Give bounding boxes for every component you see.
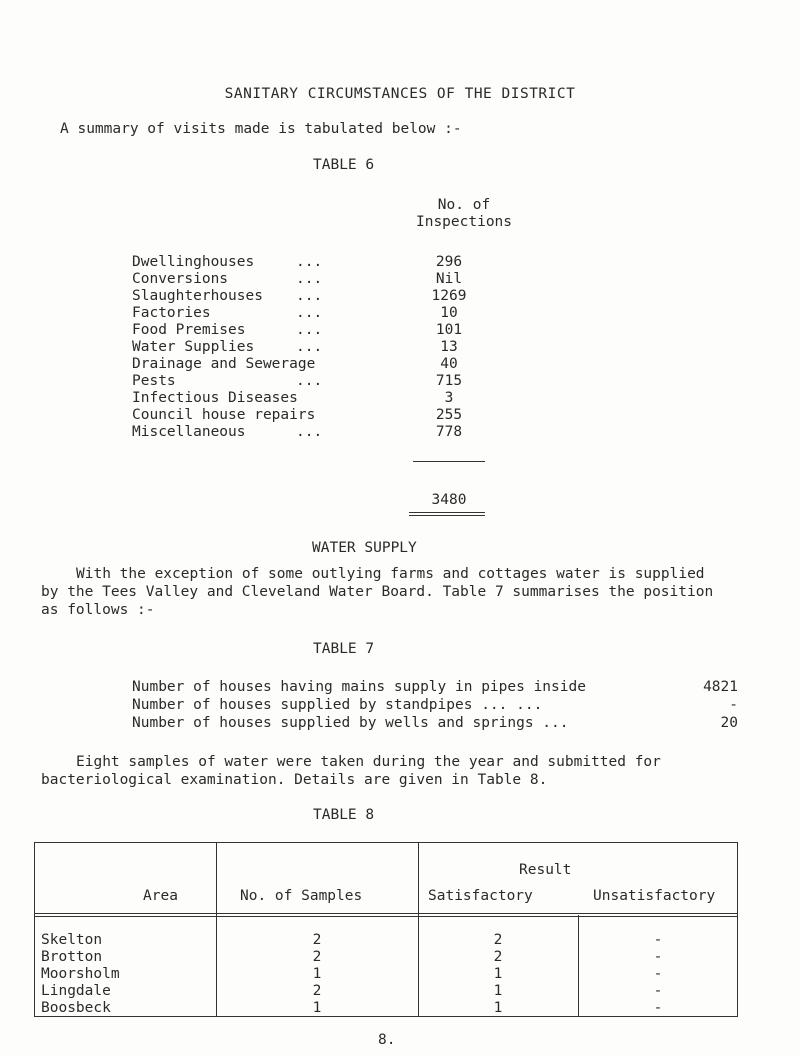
water-para-line-3: as follows :- — [41, 602, 155, 618]
table7-row-value: 4821 — [703, 679, 738, 695]
table6-row — [0, 271, 800, 288]
table6-total-rule-1 — [409, 512, 485, 513]
table8-row — [0, 983, 800, 1000]
table6-title: TABLE 6 — [313, 157, 375, 173]
table6-row-dots: ... — [296, 254, 323, 270]
table7-row-value: - — [729, 697, 738, 713]
table6-col-header-2: Inspections — [415, 214, 513, 230]
table6-total: 3480 — [431, 492, 467, 508]
page-number: 8. — [378, 1032, 396, 1048]
table8-row — [0, 932, 800, 949]
table8-cell-satisfactory: 1 — [493, 1000, 503, 1016]
table6-row-value: 1269 — [431, 288, 467, 304]
table8-row — [0, 966, 800, 983]
water-para-line-2: by the Tees Valley and Cleveland Water Board. Table 7 summarises the position — [41, 584, 714, 600]
table8-cell-area: Boosbeck — [41, 1000, 111, 1016]
table6-row-label: Conversions — [132, 271, 229, 287]
table8-cell-unsatisfactory: - — [653, 966, 663, 982]
table6-row-value: 715 — [435, 373, 463, 389]
table6-row — [0, 288, 800, 305]
table8-cell-unsatisfactory: - — [653, 983, 663, 999]
table6-row-value: Nil — [435, 271, 463, 287]
table6-col-header-1: No. of — [437, 197, 491, 213]
table6-row — [0, 390, 800, 407]
table6-row-dots: ... — [296, 271, 323, 287]
table6-row — [0, 254, 800, 271]
table8-title: TABLE 8 — [313, 807, 375, 823]
water-heading: WATER SUPPLY — [312, 540, 417, 556]
table7-row — [0, 679, 800, 696]
table6-row — [0, 407, 800, 424]
table6-row-value: 778 — [435, 424, 463, 440]
table8-header-satisfactory: Satisfactory — [428, 888, 533, 904]
table8-top-border — [34, 842, 738, 843]
table6-row-value: 13 — [440, 339, 458, 355]
table6-row-dots: ... — [296, 424, 323, 440]
table8-cell-unsatisfactory: - — [653, 1000, 663, 1016]
samples-para-line-2: bacteriological examination. Details are given in Table 8. — [41, 772, 548, 788]
table7-row-label: Number of houses having mains supply in pipes inside — [132, 679, 586, 695]
table8-header-area: Area — [143, 888, 178, 904]
table8-cell-area: Lingdale — [41, 983, 111, 999]
table8-cell-samples: 1 — [312, 966, 322, 982]
table6-row — [0, 322, 800, 339]
table6-total-rule-2 — [409, 515, 485, 516]
table6-row — [0, 424, 800, 441]
table8-header-rule-2 — [34, 916, 738, 917]
table8-cell-samples: 1 — [312, 1000, 322, 1016]
page-heading: SANITARY CIRCUMSTANCES OF THE DISTRICT — [224, 86, 576, 102]
table8-header-samples: No. of Samples — [240, 888, 363, 904]
table8-cell-unsatisfactory: - — [653, 949, 663, 965]
samples-para-line-1: Eight samples of water were taken during the year and submitted for — [76, 754, 661, 770]
table8-cell-satisfactory: 2 — [493, 932, 503, 948]
table8-cell-satisfactory: 1 — [493, 966, 503, 982]
table6-row-label: Dwellinghouses — [132, 254, 255, 270]
table8-cell-unsatisfactory: - — [653, 932, 663, 948]
table6-row-value: 40 — [440, 356, 458, 372]
table8-header-rule-1 — [34, 913, 738, 914]
table8-cell-samples: 2 — [312, 983, 322, 999]
table6-row-label: Infectious Diseases — [132, 390, 298, 406]
table6-row — [0, 305, 800, 322]
table6-row-label: Slaughterhouses — [132, 288, 263, 304]
table6-row-value: 255 — [435, 407, 463, 423]
table8-cell-satisfactory: 2 — [493, 949, 503, 965]
table7-row — [0, 697, 800, 714]
table8-cell-area: Moorsholm — [41, 966, 120, 982]
table6-subtotal-rule — [413, 461, 485, 462]
table8-cell-samples: 2 — [312, 949, 322, 965]
table8-row — [0, 949, 800, 966]
table8-cell-area: Skelton — [41, 932, 103, 948]
table8-cell-area: Brotton — [41, 949, 103, 965]
table7-row — [0, 715, 800, 732]
table6-row-value: 10 — [440, 305, 458, 321]
intro-text: A summary of visits made is tabulated below :- — [60, 121, 462, 137]
table6-row-label: Drainage and Sewerage — [132, 356, 316, 372]
table8-header-result: Result — [519, 862, 572, 878]
table6-row-dots: ... — [296, 288, 323, 304]
table6-row — [0, 339, 800, 356]
table6-row-label: Council house repairs — [132, 407, 316, 423]
table6-row — [0, 373, 800, 390]
table6-row-value: 3 — [444, 390, 454, 406]
table7-row-label: Number of houses supplied by wells and springs ... — [132, 715, 569, 731]
table6-row-value: 296 — [435, 254, 463, 270]
table6-row-dots: ... — [296, 305, 323, 321]
table6-row-label: Pests — [132, 373, 176, 389]
table6-row-value: 101 — [435, 322, 463, 338]
table6-row-label: Water Supplies — [132, 339, 255, 355]
table8-cell-satisfactory: 1 — [493, 983, 503, 999]
table6-row-dots: ... — [296, 339, 323, 355]
table6-row-label: Miscellaneous — [132, 424, 246, 440]
table6-row-label: Food Premises — [132, 322, 246, 338]
water-para-line-1: With the exception of some outlying farms and cottages water is supplied — [76, 566, 705, 582]
table6-row — [0, 356, 800, 373]
table6-row-dots: ... — [296, 373, 323, 389]
table7-title: TABLE 7 — [313, 641, 375, 657]
table6-row-label: Factories — [132, 305, 211, 321]
table7-row-value: 20 — [720, 715, 738, 731]
table6-row-dots: ... — [296, 322, 323, 338]
table7-row-label: Number of houses supplied by standpipes ... ... — [132, 697, 543, 713]
table8-cell-samples: 2 — [312, 932, 322, 948]
table8-row — [0, 1000, 800, 1017]
table8-header-unsatisfactory: Unsatisfactory — [593, 888, 716, 904]
